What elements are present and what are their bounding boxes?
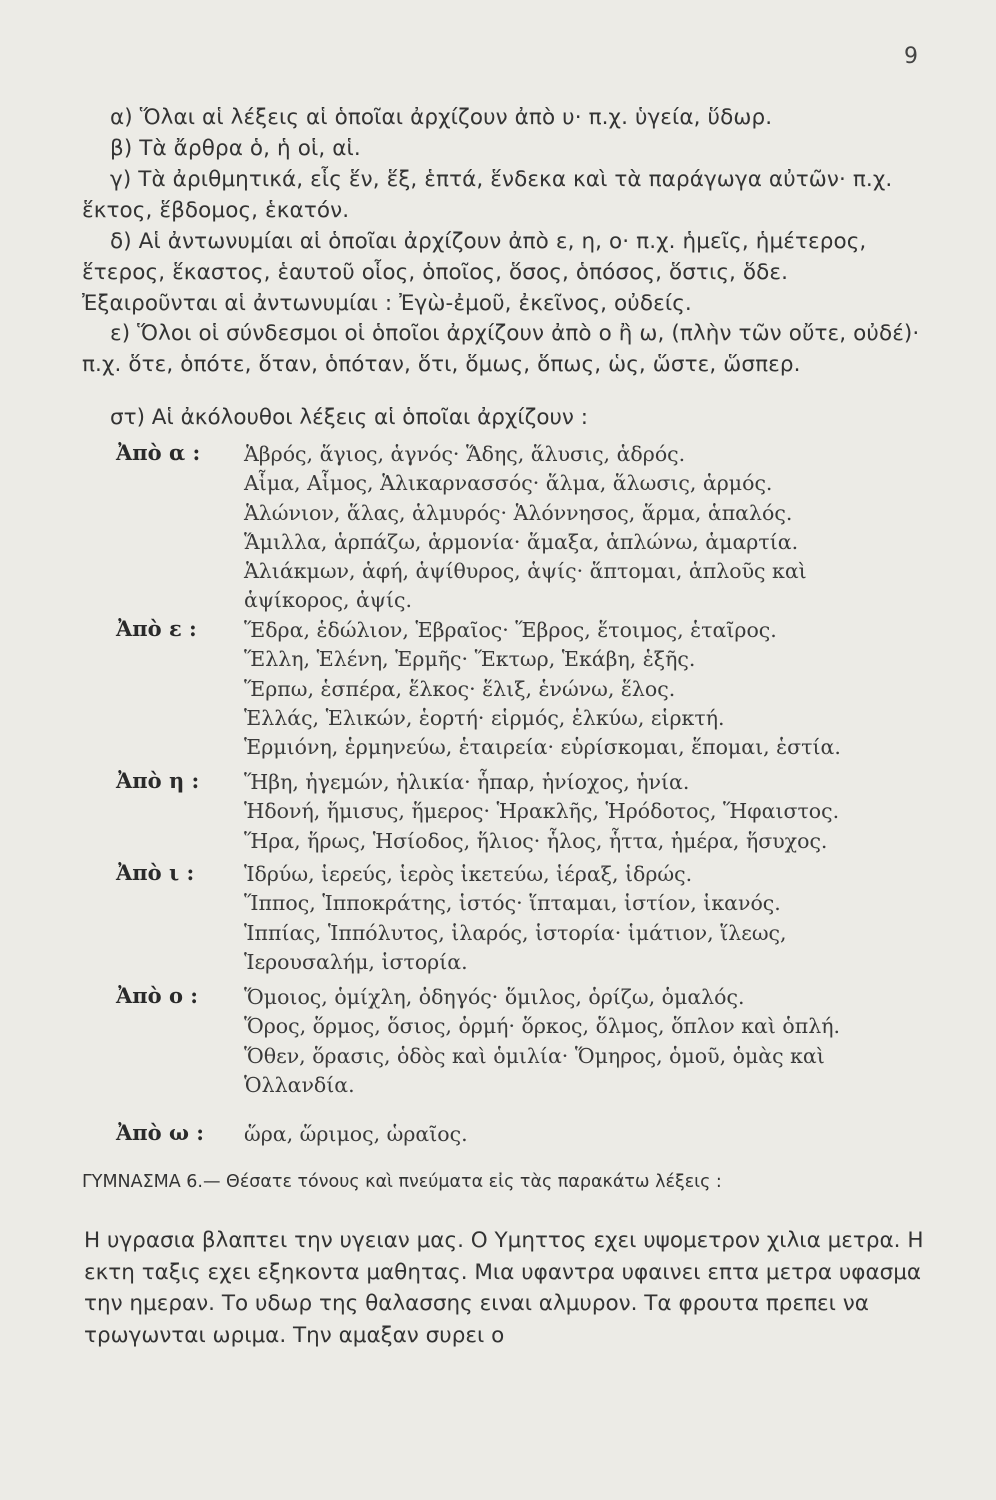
- rule-b-text: β) Τὰ ἄρθρα ὁ, ἡ οἱ, αἱ.: [110, 136, 361, 161]
- word-line: Ὅρος, ὅρμος, ὅσιος, ὁρμή· ὅρκος, ὅλμος, ὅπλον καὶ ὁπλή.: [244, 1014, 841, 1039]
- group-label: Ἀπὸ ο :: [116, 983, 199, 1008]
- word-line: Ἕδρα, ἑδώλιον, Ἑβραῖος· Ἕβρος, ἕτοιμος, ἑταῖρος.: [244, 618, 777, 642]
- group-label: Ἀπὸ α :: [116, 440, 201, 465]
- rule-d: [82, 226, 924, 319]
- word-line: ὥρα, ὥριμος, ὡραῖος.: [244, 1122, 468, 1146]
- word-line: Ἁβρός, ἅγιος, ἁγνός· Ἅδης, ἅλυσις, ἁδρός.: [244, 442, 686, 466]
- rule-d-text: δ) Αἱ ἀντωνυμίαι αἱ ὁποῖαι ἀρχίζουν ἀπὸ ε, η, ο· π.χ. ἡμεῖς, ἡμέτερος, ἕτερος, ἕκαστος, ἑαυτοῦ οἷος, ὁποῖος, ὅσος, ὁπόσος, ὅστις, ὅδε. Ἐξαιροῦνται αἱ ἀντωνυμίαι : Ἐγὼ-ἐμοῦ, ἐκεῖνος, οὐδείς.: [82, 229, 867, 316]
- word-line: Ἕρπω, ἑσπέρα, ἕλκος· ἕλιξ, ἑνώνω, ἕλος.: [244, 676, 676, 701]
- word-line: Αἷμα, Αἷμος, Ἁλικαρνασσός· ἅλμα, ἅλωσις, ἁρμός.: [244, 471, 773, 496]
- group-label: Ἀπὸ ε :: [116, 616, 197, 641]
- word-line: Ὁλλανδία.: [244, 1072, 355, 1097]
- word-line: Ἑρμιόνη, ἑρμηνεύω, ἑταιρεία· εὑρίσκομαι, ἕπομαι, ἑστία.: [244, 735, 841, 760]
- word-line: Ἅμιλλα, ἁρπάζω, ἁρμονία· ἅμαξα, ἁπλώνω, ἁμαρτία.: [244, 529, 799, 554]
- word-line: Ἱππίας, Ἱππόλυτος, ἱλαρός, ἱστορία· ἱμάτιον, ἵλεως,: [244, 920, 787, 945]
- word-line: Ἡδονή, ἥμισυς, ἥμερος· Ἡρακλῆς, Ἡρόδοτος, Ἥφαιστος.: [244, 799, 840, 824]
- word-line: Ἕλλη, Ἑλένη, Ἑρμῆς· Ἕκτωρ, Ἑκάβη, ἑξῆς.: [244, 647, 696, 672]
- word-line: Ἱερουσαλήμ, ἱστορία.: [244, 949, 468, 974]
- word-line: ἁψίκορος, ἁψίς.: [244, 588, 412, 613]
- section-title: στ) Αἱ ἀκόλουθοι λέξεις αἱ ὁποῖαι ἀρχίζουν :: [110, 405, 589, 430]
- group-label: Ἀπὸ ω :: [116, 1120, 205, 1145]
- word-line: Ἥβη, ἡγεμών, ἡλικία· ἧπαρ, ἡνίοχος, ἡνία.: [244, 770, 690, 794]
- exercise-body: Η υγρασια βλαπτει την υγειαν μας. Ο Υμηττος εχει υψομετρον χιλια μετρα. Η εκτη ταξις εχει εξηκοντα μαθητας. Μια υφαντρα υφαινει επτα μετρα υφασμα την ημεραν. Το υδωρ της θαλασσης ειναι αλμυρον. Τα φρουτα πρεπει να τρωγωνται ωριμα. Την αμαξαν συρει ο: [84, 1228, 924, 1348]
- group-label: Ἀπὸ η :: [116, 768, 200, 793]
- group-label: Ἀπὸ ι :: [116, 860, 195, 885]
- page-number: 9: [904, 44, 918, 69]
- rule-c: [82, 164, 924, 226]
- word-line: Ἁλιάκμων, ἁφή, ἁψίθυρος, ἁψίς· ἅπτομαι, ἁπλοῦς καὶ: [244, 559, 807, 584]
- rule-a: [82, 102, 924, 133]
- word-line: Ἥρα, ἥρως, Ἡσίοδος, ἥλιος· ἧλος, ἧττα, ἡμέρα, ἥσυχος.: [244, 828, 828, 853]
- rule-c-text: γ) Τὰ ἀριθμητικά, εἷς ἕν, ἕξ, ἑπτά, ἕνδεκα καὶ τὰ παράγωγα αὐτῶν· π.χ. ἕκτος, ἕβδομος, ἑκατόν.: [82, 167, 893, 223]
- word-line: Ἱδρύω, ἱερεύς, ἱερὸς ἱκετεύω, ἱέραξ, ἱδρώς.: [244, 862, 693, 886]
- word-line: Ὅμοιος, ὁμίχλη, ὁδηγός· ὅμιλος, ὁρίζω, ὁμαλός.: [244, 985, 745, 1009]
- word-line: Ἑλλάς, Ἑλικών, ἑορτή· εἱρμός, ἑλκύω, εἱρκτή.: [244, 705, 725, 730]
- rule-e: [82, 318, 924, 380]
- rule-e-text: ε) Ὅλοι οἱ σύνδεσμοι οἱ ὁποῖοι ἀρχίζουν ἀπὸ ο ἢ ω, (πλὴν τῶν οὔτε, οὐδέ)· π.χ. ὅτε, ὁπότε, ὅταν, ὁπόταν, ὅτι, ὅμως, ὅπως, ὡς, ὥστε, ὥσπερ.: [82, 321, 920, 377]
- rule-b: [82, 133, 924, 164]
- word-line: Ὅθεν, ὅρασις, ὁδὸς καὶ ὁμιλία· Ὅμηρος, ὁμοῦ, ὁμὰς καὶ: [244, 1043, 825, 1068]
- word-line: Ἁλώνιον, ἅλας, ἁλμυρός· Ἁλόννησος, ἅρμα, ἁπαλός.: [244, 500, 793, 525]
- word-line: Ἵππος, Ἱπποκράτης, ἱστός· ἵπταμαι, ἱστίον, ἱκανός.: [244, 891, 781, 916]
- rule-a-text: α) Ὅλαι αἱ λέξεις αἱ ὁποῖαι ἀρχίζουν ἀπὸ υ· π.χ. ὑγεία, ὕδωρ.: [110, 105, 773, 130]
- exercise-title: ΓΥΜΝΑΣΜΑ 6.— Θέσατε τόνους καὶ πνεύματα εἰς τὰς παρακάτω λέξεις :: [82, 1172, 722, 1192]
